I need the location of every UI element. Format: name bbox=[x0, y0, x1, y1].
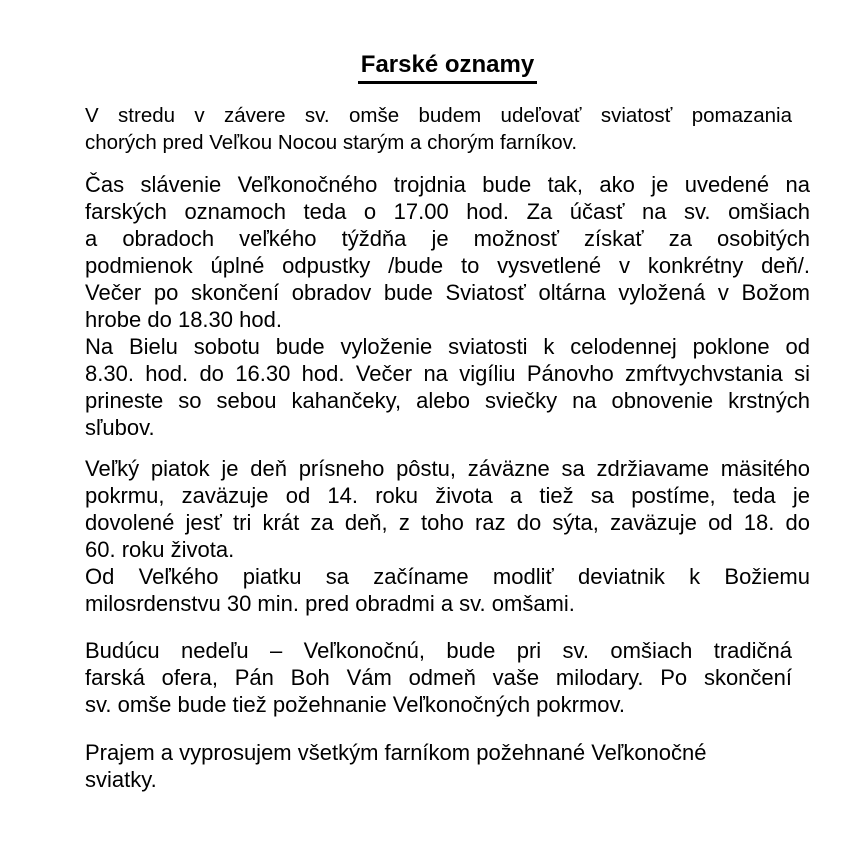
announcement-block bbox=[85, 102, 810, 156]
text-line: sviatky. bbox=[85, 767, 157, 792]
text-line: pokrmu, zaväzuje od 14. roku života a tiež sa postíme, teda je bbox=[85, 483, 810, 508]
announcement-block bbox=[85, 171, 810, 441]
announcement-block bbox=[85, 637, 810, 718]
text-line: farských oznamoch teda o 17.00 hod. Za účasť na sv. omšiach bbox=[85, 199, 810, 224]
text-line: a obradoch veľkého týždňa je možnosť získať za osobitých bbox=[85, 226, 810, 251]
document-body bbox=[85, 102, 810, 793]
text-line: V stredu v závere sv. omše budem udeľovať sviatosť pomazania bbox=[85, 104, 792, 127]
paragraph bbox=[85, 739, 810, 793]
text-line: sv. omše bude tiež požehnanie Veľkonočných pokrmov. bbox=[85, 692, 626, 717]
text-line: podmienok úplné odpustky /bude to vysvetlené v konkrétny deň/. bbox=[85, 253, 810, 278]
document-title-text: Farské oznamy bbox=[358, 50, 537, 84]
text-line: 8.30. hod. do 16.30 hod. Večer na vigíliu Pánovho zmŕtvychvstania si bbox=[85, 361, 810, 386]
paragraph bbox=[85, 333, 810, 441]
text-line: Od Veľkého piatku sa začíname modliť deviatnik k Božiemu bbox=[85, 564, 810, 589]
text-line: Na Bielu sobotu bude vyloženie sviatosti k celodennej poklone od bbox=[85, 334, 810, 359]
document-title bbox=[85, 50, 810, 84]
paragraph bbox=[85, 455, 810, 563]
paragraph bbox=[85, 102, 810, 156]
text-line: 60. roku života. bbox=[85, 537, 235, 562]
text-line: Večer po skončení obradov bude Sviatosť oltárna vyložená v Božom bbox=[85, 280, 810, 305]
text-line: sľubov. bbox=[85, 415, 155, 440]
paragraph bbox=[85, 563, 810, 617]
text-line: Čas slávenie Veľkonočného trojdnia bude tak, ako je uvedené na bbox=[85, 172, 810, 197]
text-line: farská ofera, Pán Boh Vám odmeň vaše milodary. Po skončení bbox=[85, 665, 792, 690]
text-line: dovolené jesť tri krát za deň, z toho raz do sýta, zaväzuje od 18. do bbox=[85, 510, 810, 535]
text-line: Prajem a vyprosujem všetkým farníkom požehnané Veľkonočné bbox=[85, 740, 707, 765]
text-line: Veľký piatok je deň prísneho pôstu, záväzne sa zdržiavame mäsitého bbox=[85, 456, 810, 481]
text-line: hrobe do 18.30 hod. bbox=[85, 307, 282, 332]
text-line: prineste so sebou kahančeky, alebo sviečky na obnovenie krstných bbox=[85, 388, 810, 413]
text-line: Budúcu nedeľu – Veľkonočnú, bude pri sv. omšiach tradičná bbox=[85, 638, 792, 663]
text-line: chorých pred Veľkou Nocou starým a chorým farníkov. bbox=[85, 131, 578, 154]
text-line: milosrdenstvu 30 min. pred obradmi a sv. omšami. bbox=[85, 591, 575, 616]
paragraph bbox=[85, 637, 810, 718]
paragraph bbox=[85, 171, 810, 333]
announcement-block bbox=[85, 455, 810, 617]
announcement-block bbox=[85, 739, 810, 793]
